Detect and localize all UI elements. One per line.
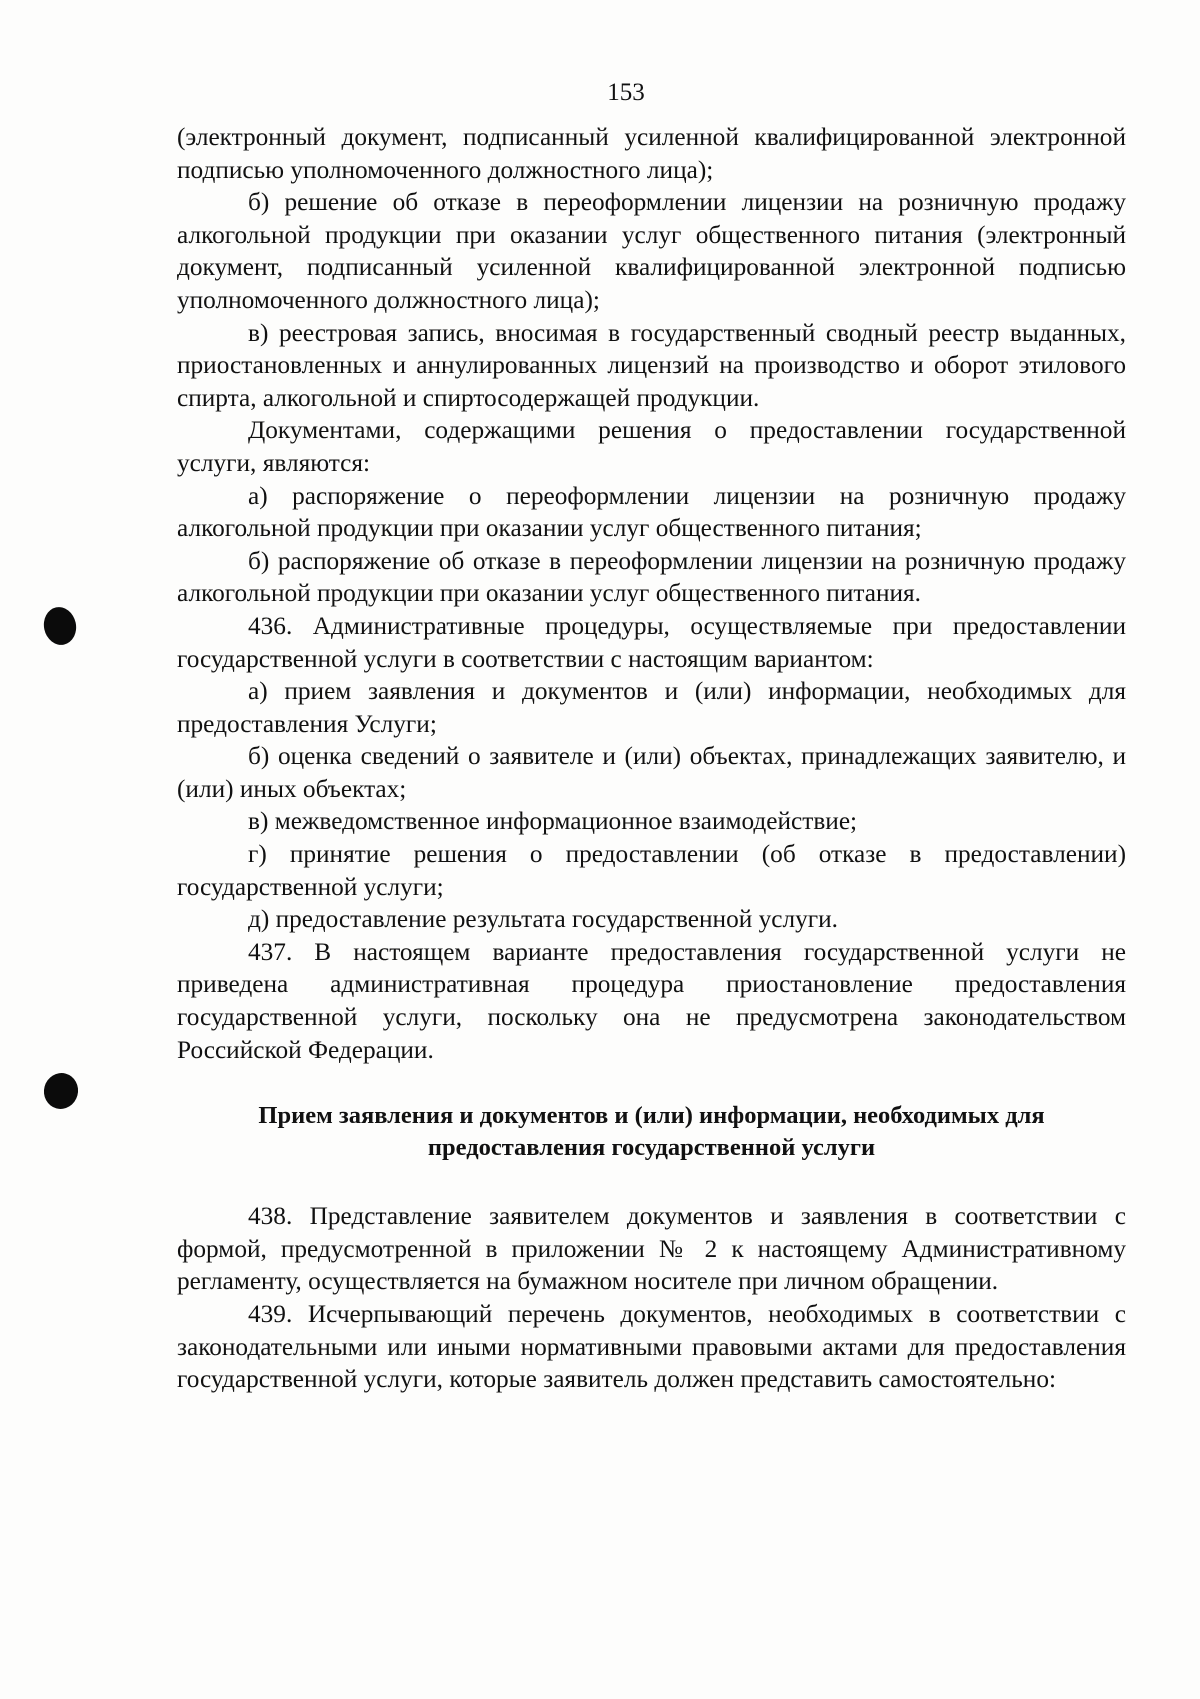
paragraph: в) реестровая запись, вносимая в государственный сводный реестр выданных, приостановленных и аннулированных лицензий на производство и оборот этилового спирта, алкогольной и спиртосодержащей продукции. <box>177 318 1126 412</box>
paragraph: г) принятие решения о предоставлении (об отказе в предоставлении) государственной услуги; <box>177 840 1126 901</box>
paragraph: 439. Исчерпывающий перечень документов, необходимых в соответствии с законодательными или иными нормативными правовыми актами для предоставления государственной услуги, которые заявитель должен представить самостоятельно: <box>177 1300 1126 1394</box>
paragraph: б) решение об отказе в переоформлении лицензии на розничную продажу алкогольной продукции при оказании услуг общественного питания (электронный документ, подписанный усиленной квалифицированной электронной подписью уполномоченного должностного лица); <box>177 188 1126 314</box>
punch-hole-mark <box>40 1069 82 1113</box>
section-heading: Прием заявления и документов и (или) информации, необходимых для предоставления государственной услуги <box>258 1102 1045 1162</box>
paragraph: 436. Административные процедуры, осуществляемые при предоставлении государственной услуги в соответствии с настоящим вариантом: <box>177 611 1126 673</box>
paragraph: а) прием заявления и документов и (или) информации, необходимых для предоставления Услуги; <box>177 677 1126 738</box>
paragraph: б) распоряжение об отказе в переоформлении лицензии на розничную продажу алкогольной продукции при оказании услуг общественного питания. <box>177 546 1126 608</box>
paragraph: б) оценка сведений о заявителе и (или) объектах, принадлежащих заявителю, и (или) иных объектах; <box>177 742 1126 803</box>
document-body <box>177 121 1126 1396</box>
paragraph: Документами, содержащими решения о предоставлении государственной услуги, являются: <box>177 416 1126 477</box>
paragraph: д) предоставление результата государственной услуги. <box>248 905 838 934</box>
punch-hole-mark <box>40 604 79 648</box>
paragraph: 438. Представление заявителем документов и заявления в соответствии с формой, предусмотренной в приложении № 2 к настоящему Административному регламенту, осуществляется на бумажном носителе при личном обращении. <box>177 1202 1126 1296</box>
paragraph: в) межведомственное информационное взаимодействие; <box>248 807 858 836</box>
paragraph: 437. В настоящем варианте предоставления государственной услуги не приведена административная процедура приостановление предоставления государственной услуги, поскольку она не предусмотрена законодательством Российской Федерации. <box>177 937 1126 1064</box>
paragraph: а) распоряжение о переоформлении лицензии на розничную продажу алкогольной продукции при оказании услуг общественного питания; <box>177 481 1126 543</box>
page-number: 153 <box>607 79 645 106</box>
paragraph: (электронный документ, подписанный усиленной квалифицированной электронной подписью уполномоченного должностного лица); <box>177 123 1126 184</box>
